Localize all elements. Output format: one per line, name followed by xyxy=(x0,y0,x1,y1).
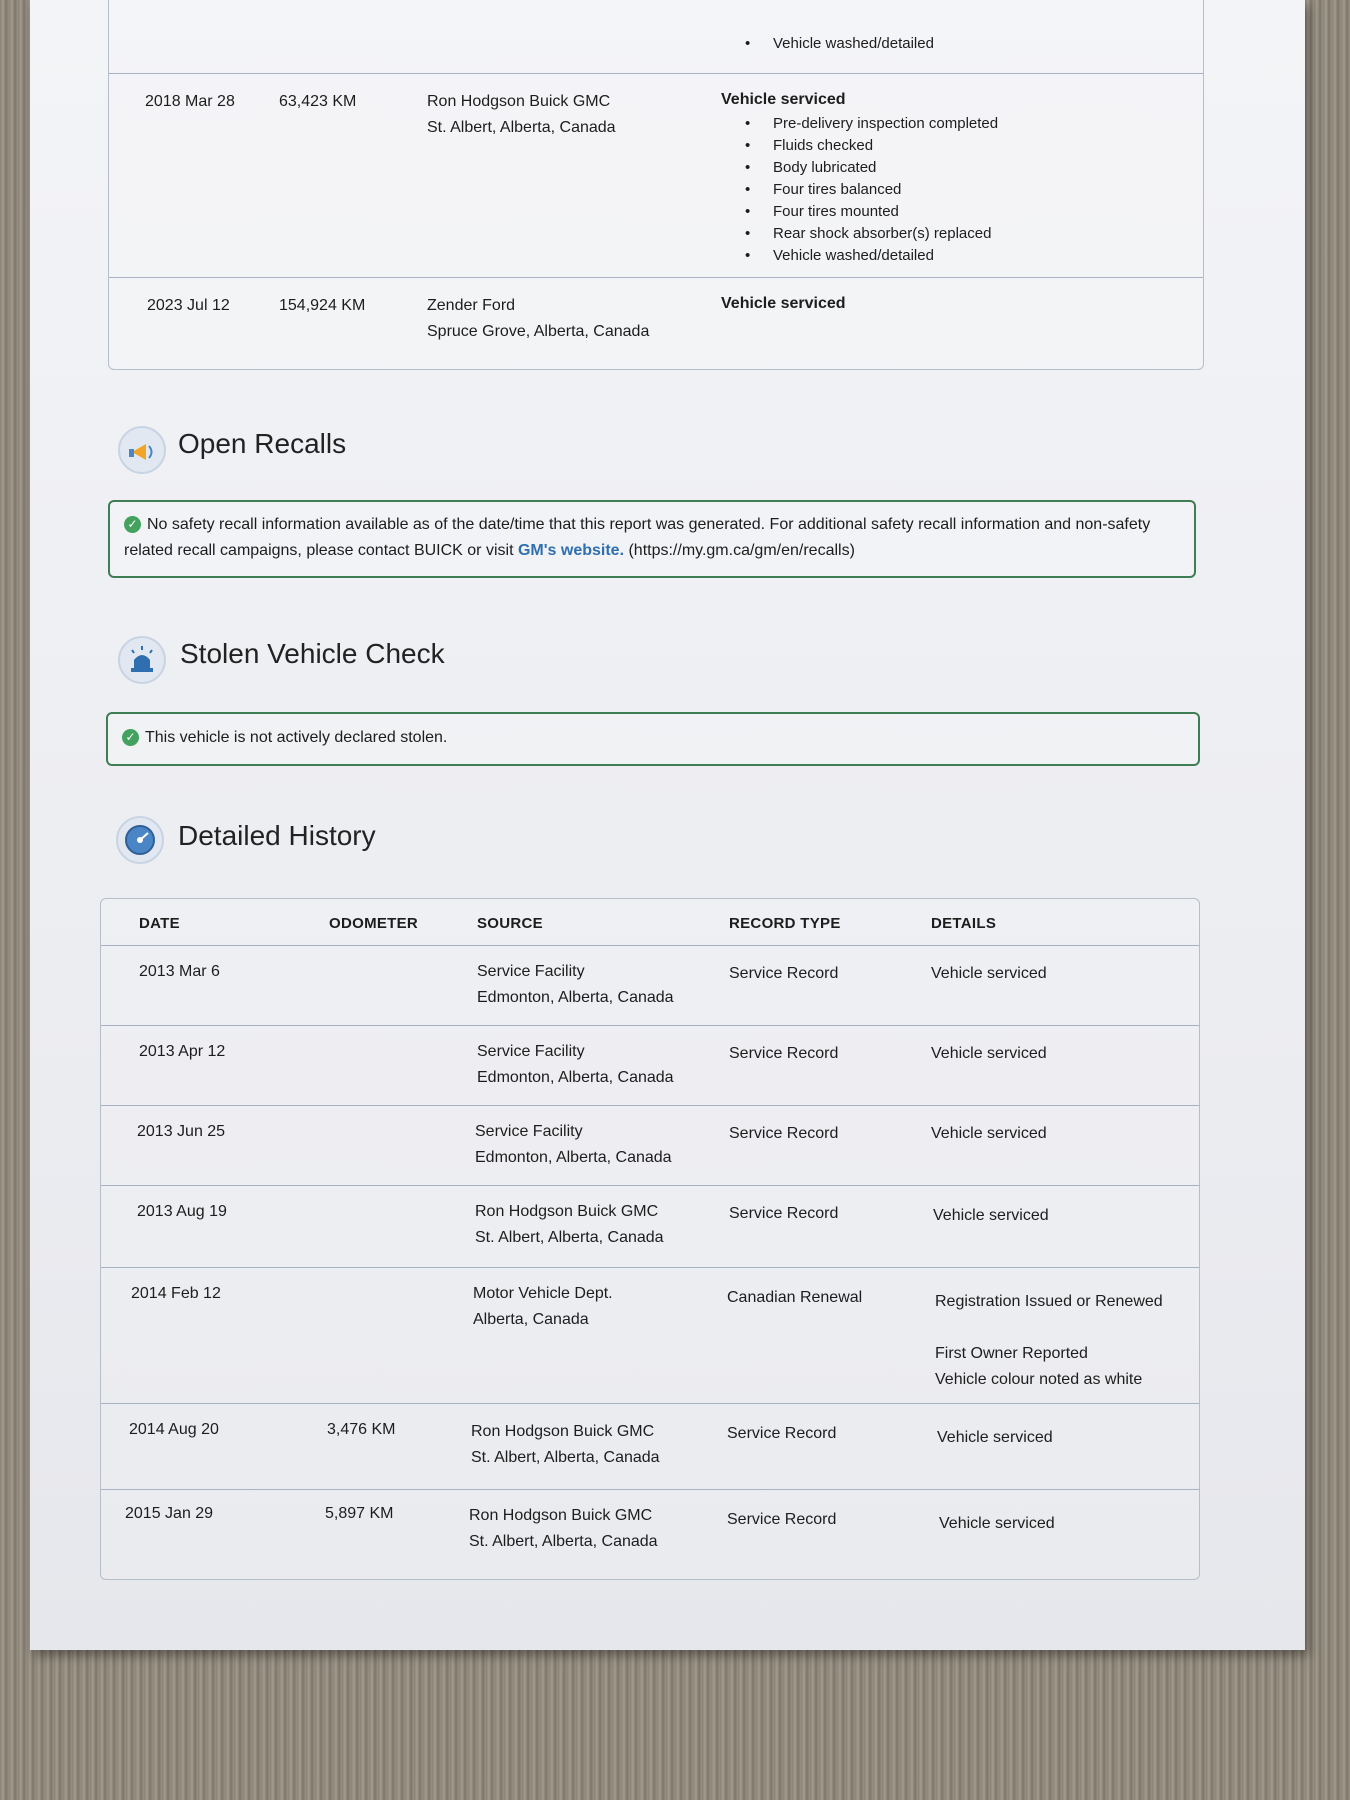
record-date: 2023 Jul 12 xyxy=(147,297,230,314)
record-date: 2014 Feb 12 xyxy=(131,1285,221,1302)
column-header-date: DATE xyxy=(139,915,180,932)
record-source-location: St. Albert, Alberta, Canada xyxy=(471,1449,660,1466)
record-source-location: St. Albert, Alberta, Canada xyxy=(469,1533,658,1550)
record-details: Vehicle serviced xyxy=(937,1429,1053,1446)
record-type: Service Record xyxy=(729,965,839,982)
record-type: Service Record xyxy=(727,1425,837,1442)
record-date: 2013 Jun 25 xyxy=(137,1123,226,1140)
record-odometer: 5,897 KM xyxy=(325,1505,394,1522)
record-source-name: Ron Hodgson Buick GMC xyxy=(471,1423,655,1440)
table-header-row xyxy=(101,899,1199,946)
record-source-location: Edmonton, Alberta, Canada xyxy=(477,1069,674,1086)
recall-message xyxy=(124,512,1174,564)
column-header-source: SOURCE xyxy=(477,915,543,932)
recall-url-text: (https://my.gm.ca/gm/en/recalls) xyxy=(628,542,855,559)
record-details: Vehicle serviced xyxy=(933,1207,1049,1224)
table-row xyxy=(101,1267,1199,1404)
record-details: Vehicle serviced xyxy=(939,1515,1055,1532)
table-row xyxy=(101,945,1199,1026)
record-source-name: Service Facility xyxy=(475,1123,583,1140)
table-row xyxy=(109,73,1203,278)
column-header-odometer: ODOMETER xyxy=(329,915,419,932)
record-type: Service Record xyxy=(729,1045,839,1062)
detailed-history-table xyxy=(100,898,1200,1580)
section-title-stolen-vehicle-check: Stolen Vehicle Check xyxy=(180,638,445,669)
record-odometer: 154,924 KM xyxy=(279,297,366,314)
table-row xyxy=(101,1403,1199,1490)
list-item: • Vehicle washed/detailed xyxy=(749,33,934,55)
record-details: Registration Issued or Renewed xyxy=(935,1293,1163,1310)
check-circle-icon: ✓ xyxy=(124,516,141,533)
table-row xyxy=(109,277,1203,365)
details-list xyxy=(749,33,934,55)
list-item: • Fluids checked xyxy=(749,135,998,157)
list-item: • Pre-delivery inspection completed xyxy=(749,113,998,135)
record-source-name: Motor Vehicle Dept. xyxy=(473,1285,613,1302)
record-details: First Owner Reported xyxy=(935,1345,1088,1362)
section-title-open-recalls: Open Recalls xyxy=(178,428,347,459)
record-source-name: Ron Hodgson Buick GMC xyxy=(469,1507,653,1524)
service-history-table-continued xyxy=(108,0,1204,370)
stolen-message xyxy=(122,725,447,751)
section-title-detailed-history: Detailed History xyxy=(178,820,376,851)
record-details-title: Vehicle serviced xyxy=(721,295,846,312)
record-details-title: Vehicle serviced xyxy=(721,91,846,108)
record-details: Vehicle serviced xyxy=(931,1125,1047,1142)
record-source-name: Zender Ford xyxy=(427,297,516,314)
record-type: Service Record xyxy=(729,1125,839,1142)
details-list xyxy=(749,113,998,267)
list-item: • Body lubricated xyxy=(749,157,998,179)
record-source-location: St. Albert, Alberta, Canada xyxy=(427,119,616,136)
record-source-name: Service Facility xyxy=(477,963,585,980)
record-date: 2013 Mar 6 xyxy=(139,963,220,980)
report-page xyxy=(30,0,1305,1650)
megaphone-icon xyxy=(118,426,166,474)
record-source-location: Spruce Grove, Alberta, Canada xyxy=(427,323,650,340)
record-details: Vehicle serviced xyxy=(931,1045,1047,1062)
table-row xyxy=(101,1025,1199,1106)
odometer-icon xyxy=(116,816,164,864)
record-date: 2018 Mar 28 xyxy=(145,93,235,110)
list-item: • Vehicle washed/detailed xyxy=(749,245,998,267)
list-item: • Rear shock absorber(s) replaced xyxy=(749,223,998,245)
table-row xyxy=(101,1489,1199,1579)
record-source-name: Ron Hodgson Buick GMC xyxy=(475,1203,659,1220)
table-row xyxy=(101,1185,1199,1268)
record-date: 2013 Aug 19 xyxy=(137,1203,227,1220)
list-item: • Four tires mounted xyxy=(749,201,998,223)
record-type: Canadian Renewal xyxy=(727,1289,863,1306)
check-circle-icon: ✓ xyxy=(122,729,139,746)
record-date: 2015 Jan 29 xyxy=(125,1505,214,1522)
record-type: Service Record xyxy=(727,1511,837,1528)
record-source-location: Edmonton, Alberta, Canada xyxy=(477,989,674,1006)
table-row xyxy=(101,1105,1199,1186)
record-source-location: St. Albert, Alberta, Canada xyxy=(475,1229,664,1246)
record-odometer: 63,423 KM xyxy=(279,93,357,110)
record-date: 2014 Aug 20 xyxy=(129,1421,219,1438)
recall-message-text: No safety recall information available as of the date/time that this report was generated. For additional safety recall information and non-safety related recall campaigns, please contact BUICK or visit xyxy=(124,516,1151,559)
record-source-name: Service Facility xyxy=(477,1043,585,1060)
stolen-status-box xyxy=(106,712,1200,766)
record-source-location: Alberta, Canada xyxy=(473,1311,589,1328)
record-odometer: 3,476 KM xyxy=(327,1421,396,1438)
siren-icon xyxy=(118,636,166,684)
record-details: Vehicle serviced xyxy=(931,965,1047,982)
list-item: • Four tires balanced xyxy=(749,179,998,201)
record-date: 2013 Apr 12 xyxy=(139,1043,226,1060)
record-source-location: Edmonton, Alberta, Canada xyxy=(475,1149,672,1166)
table-row xyxy=(109,0,1203,74)
column-header-record-type: RECORD TYPE xyxy=(729,915,841,932)
record-type: Service Record xyxy=(729,1205,839,1222)
recall-status-box xyxy=(108,500,1196,578)
stolen-message-text: This vehicle is not actively declared stolen. xyxy=(145,729,448,746)
column-header-details: DETAILS xyxy=(931,915,997,932)
record-details: Vehicle colour noted as white xyxy=(935,1371,1143,1388)
gm-website-link[interactable]: GM's website. xyxy=(517,542,625,559)
record-source-name: Ron Hodgson Buick GMC xyxy=(427,93,611,110)
